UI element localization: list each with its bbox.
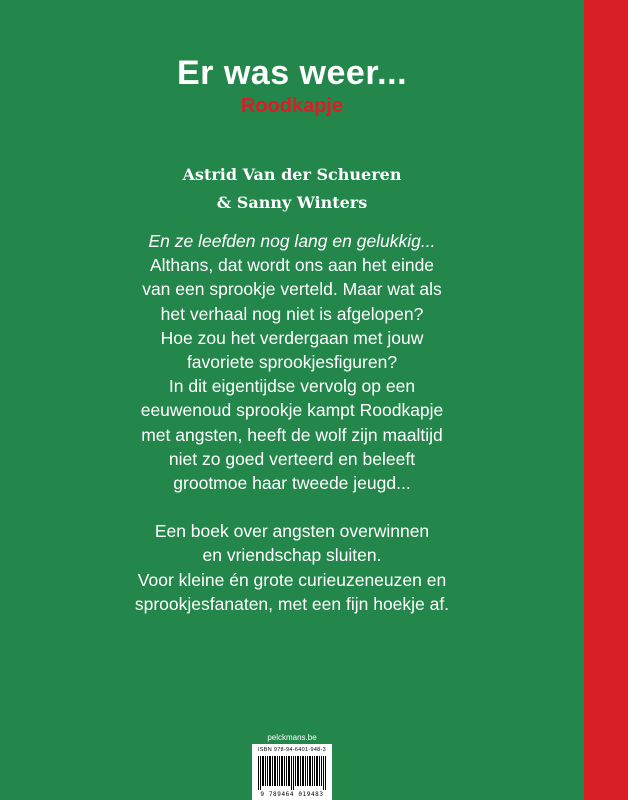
blurb-line: favoriete sprookjesfiguren? [186, 352, 398, 373]
blurb-text [0, 229, 584, 616]
blurb-line: grootmoe haar tweede jeugd... [173, 473, 411, 494]
book-title: Er was weer... [176, 54, 408, 92]
publisher-url: pelckmans.be [267, 733, 317, 742]
blurb-line: sprookjesfanaten, met een fijn hoekje af. [134, 593, 450, 614]
barcode [252, 744, 332, 800]
blurb-line: niet zo goed verteerd en beleeft [168, 448, 416, 469]
authors [0, 161, 584, 217]
author-line-2: & Sanny Winters [216, 193, 368, 212]
blurb-line: Hoe zou het verdergaan met jouw [160, 327, 424, 348]
barcode-bars-icon [258, 756, 326, 790]
blurb-line: En ze leefden nog lang en gelukkig... [148, 231, 436, 251]
blurb-line: Althans, dat wordt ons aan het einde [149, 255, 435, 276]
barcode-number: 9 789464 019483 [260, 791, 324, 798]
blurb-line: met angsten, heeft de wolf zijn maaltijd [141, 424, 443, 445]
blurb-line: In dit eigentijdse vervolg op een [168, 376, 416, 397]
blurb-line: van een sprookje verteld. Maar wat als [142, 279, 442, 300]
author-line-1: Astrid Van der Schueren [182, 165, 402, 184]
isbn-label: ISBN 978-94-6401-948-3 [257, 747, 327, 753]
paragraph-gap [0, 495, 584, 519]
blurb-line: eeuwenoud sprookje kampt Roodkapje [140, 400, 444, 421]
blurb-line: het verhaal nog niet is afgelopen? [160, 303, 424, 324]
blurb-line: Voor kleine én grote curieuzeneuzen en [137, 569, 447, 590]
red-spine-stripe [584, 0, 628, 800]
book-subtitle: Roodkapje [240, 95, 344, 117]
blurb-line: Een boek over angsten overwinnen [154, 521, 430, 542]
blurb-line: en vriendschap sluiten. [202, 545, 382, 566]
